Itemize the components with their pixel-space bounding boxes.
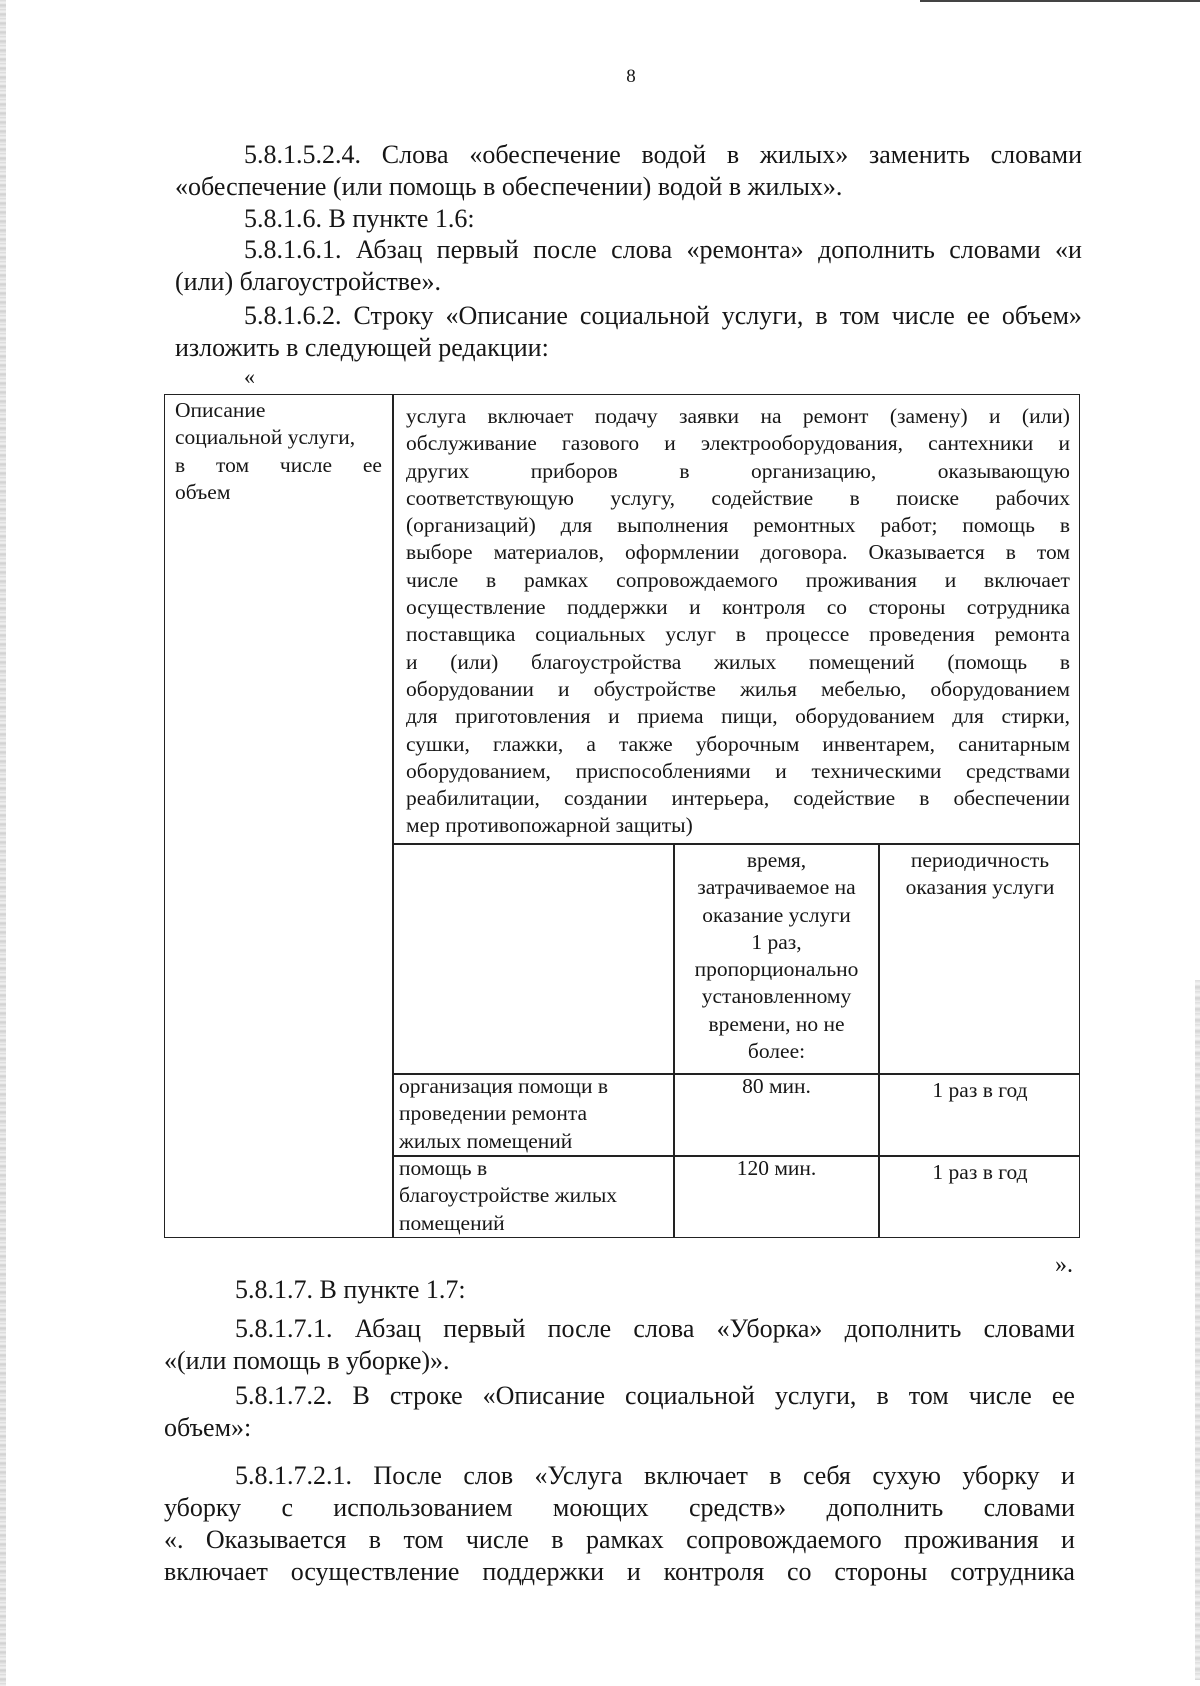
paragraph-line [244,300,1082,332]
period-cell: 1 раз в год [932,1078,1028,1102]
paragraph-line: 5.8.1.7. В пункте 1.7: [235,1275,466,1304]
word: моющих [552,1493,649,1522]
description-line: мер противопожарной защиты) [406,813,693,838]
word: словами [990,140,1082,169]
word: сушки, [406,731,470,756]
justified-line [244,139,1082,171]
word: рамках [585,1525,664,1554]
word: в [1005,540,1016,565]
service-name-line: жилых помещений [399,1128,573,1153]
word: 5.8.1.5.2.4. [244,140,361,169]
word: в [769,1461,782,1490]
justified-line [244,234,1082,266]
word: Абзац [355,235,423,264]
word: содействие [793,786,896,811]
word: ее [966,301,990,330]
word: помещений [809,649,915,674]
word: благоустройства [531,649,682,674]
word: сотрудника [950,1557,1075,1586]
time-cell: 80 мин. [742,1074,811,1098]
word: «Описание [482,1381,606,1410]
justified-line [164,1524,1075,1556]
word: стирки, [1001,704,1070,729]
word: и [626,1557,641,1586]
word: (замену) [889,404,968,428]
word: после [533,235,597,264]
word: «обеспечение [469,140,621,169]
word: работ; [880,513,938,538]
word: и [608,704,620,729]
label-line: Описание [175,398,266,422]
word: числе [465,1525,529,1554]
word: выборе [406,540,473,565]
word: услуги, [721,301,804,330]
word: «. [164,1525,184,1554]
word: поддержки [482,1557,605,1586]
word: Абзац [354,1314,422,1343]
word: включает [643,1461,748,1490]
table-divider [392,395,394,1237]
word: в [726,140,740,169]
word: соответствующую [406,485,574,510]
paragraph-line [244,139,1082,171]
word: дополнить [826,1493,944,1522]
description-line [406,594,1070,621]
description-line [406,649,1070,676]
word: числе [406,567,459,592]
word: После [373,1461,442,1490]
page-number: 8 [626,66,636,87]
word: включает [164,1557,268,1586]
word: уборочным [695,731,800,756]
word: слова [611,235,673,264]
paragraph-line [235,1313,1075,1345]
word: сотрудника [966,595,1070,620]
service-table [164,394,1080,1238]
period-cell: 1 раз в год [932,1160,1028,1184]
word: услуги, [774,1381,857,1410]
word: услугу, [610,485,675,510]
word: со [826,595,847,620]
word: а [586,731,596,756]
word: Оказывается [205,1525,347,1554]
word: первый [443,1314,526,1343]
word: водой [641,140,707,169]
paragraph-line: объем»: [164,1413,252,1442]
justified-line [244,300,1082,332]
paragraph-line [235,1460,1075,1492]
word: осуществление [406,595,546,620]
paragraph-line: (или) благоустройстве». [175,267,441,296]
header-time-line: времени, но не [708,1011,845,1036]
word: проживания [904,1525,1039,1554]
word: слова [633,1314,695,1343]
word: стороны [834,1557,928,1586]
justified-line [164,1492,1075,1524]
word: и [689,595,701,620]
description-line [406,676,1070,703]
label-line: социальной услуги, [175,425,356,450]
word: уборку [164,1493,242,1522]
word: поиске [896,485,960,510]
paragraph-line [164,1556,1075,1588]
word: том [839,301,880,330]
word: услуга [406,404,467,428]
word: приема [637,704,704,729]
label-cell [175,397,382,506]
word: контроля [663,1557,765,1586]
word: словами [983,1314,1075,1343]
word: оказывающую [937,458,1070,483]
word: реабилитации, [406,786,540,811]
word: с [281,1493,293,1522]
word: поставщика [406,622,516,647]
scan-edge-top [920,0,1200,2]
word: жилья [740,676,797,701]
word: помощь [962,513,1035,538]
word: электрооборудования, [700,431,903,456]
word: для [406,704,438,729]
word: и [989,404,1001,428]
header-time-line: время, [746,848,807,872]
word: договора. [760,540,848,565]
word: в [1059,649,1070,674]
word: оборудовании [406,676,534,701]
description-line [406,567,1070,594]
description-line [406,403,1070,430]
word: 5.8.1.7.2. [235,1381,333,1410]
word: приготовления [455,704,591,729]
word: рамках [523,567,589,592]
header-time-line: более: [747,1039,806,1064]
paragraph-line [164,1524,1075,1556]
word: поддержки [567,595,668,620]
opening-quote: « [244,364,255,389]
word: оборудованием [795,704,935,729]
word: «Описание [445,301,568,330]
paragraph-line: «(или помощь в уборке)». [164,1346,450,1375]
word: объем» [1001,301,1082,330]
word: средств» [688,1493,787,1522]
word: выполнения [617,513,729,538]
word: уборку [962,1461,1040,1490]
word: (или) [450,649,499,674]
service-name-line: помещений [399,1210,505,1235]
word: включает [487,404,574,428]
word: том [403,1525,444,1554]
label-line: объем [175,479,231,504]
header-time-line: 1 раз, [751,929,802,954]
word: контроля [722,595,806,620]
description-line [406,731,1070,758]
word: других [406,458,470,483]
word: и [1060,1461,1075,1490]
word: и [775,758,787,783]
word: том [1036,540,1070,565]
word: 5.8.1.6.2. [244,301,342,330]
word: дополнить [818,235,935,264]
word: в [485,567,497,592]
paragraph-line: 5.8.1.6. В пункте 1.6: [244,204,475,233]
word: Строку [353,301,434,330]
word: и [664,431,676,456]
word: 5.8.1.7.1. [235,1314,333,1343]
word: услуг [665,622,716,647]
paragraph-line [235,1380,1075,1412]
word: осуществление [290,1557,460,1586]
word: пищи, [721,704,778,729]
word: материалов, [493,540,605,565]
word: заявки [679,404,740,428]
word: техническими [811,758,942,783]
service-name-line: помощь в [399,1156,488,1180]
service-name-line: организация помощи в [399,1074,608,1098]
scan-edge-left [0,0,6,1686]
word: также [618,731,673,756]
word: инвентарем, [822,731,935,756]
closing-quote: ». [1055,1252,1073,1278]
word: Оказывается [868,540,985,565]
word: «ремонта» [686,235,804,264]
word: и [558,676,570,701]
word: «и [1055,235,1082,264]
word: оборудованием [930,676,1070,701]
word: газового [561,431,640,456]
word: ремонтных [753,513,856,538]
label-line [175,452,382,479]
word: в [551,1525,564,1554]
service-name-line: проведении ремонта [399,1101,588,1126]
word: и [1060,1525,1075,1554]
word: строке [389,1381,463,1410]
word: проживания [805,567,917,592]
header-time-cell [675,847,878,1065]
service-name-cell [399,1073,669,1155]
word: ремонта [994,622,1070,647]
word: в [815,301,828,330]
word: и [406,649,418,674]
word: том [216,452,250,477]
description-line [406,758,1070,785]
word: содействие [711,485,814,510]
word: В [352,1381,370,1410]
word: рабочих [995,485,1070,510]
word: приборов [530,458,618,483]
description-line [406,512,1070,539]
header-time-line: затрачиваемое на [697,875,856,900]
word: организацию, [750,458,877,483]
description-line [406,621,1070,648]
word: мебелью, [820,676,907,701]
header-time-line: оказание услуги [702,902,851,927]
word: и [1058,431,1070,456]
word: оборудованием, [406,758,551,783]
word: включает [984,567,1070,592]
word: Слова [381,140,449,169]
description-line [406,485,1070,512]
word: в [849,485,860,510]
word: ее [362,452,382,477]
word: числе [279,452,333,477]
word: социальных [535,622,646,647]
word: обслуживание [406,431,537,456]
word: дополнить [844,1314,962,1343]
word: в [876,1381,889,1410]
word: сопровождаемого [686,1525,882,1554]
word: сухую [872,1461,941,1490]
word: создании [563,786,648,811]
word: использованием [333,1493,513,1522]
word: средствами [966,758,1070,783]
word: после [547,1314,612,1343]
word: жилых [713,649,777,674]
word: со [787,1557,812,1586]
word: для [952,704,984,729]
justified-line [235,1460,1075,1492]
header-period-line: оказания услуги [905,875,1055,900]
justified-line [235,1313,1075,1345]
word: и [944,567,957,592]
paragraph-line: изложить в следующей редакции: [175,333,549,362]
header-time-line: установленному [701,984,852,1009]
word: ее [1051,1381,1075,1410]
word: в [679,458,690,483]
service-name-line: благоустройстве жилых [399,1183,618,1208]
scan-edge-right [1195,980,1200,1680]
description-line [406,539,1070,566]
word: оформлении [625,540,740,565]
word: социальной [625,1381,755,1410]
word: на [760,404,782,428]
paragraph-line [164,1492,1075,1524]
word: жилых» [759,140,849,169]
word: в [175,452,186,477]
word: 5.8.1.7.2.1. [235,1461,352,1490]
service-name-cell [399,1155,669,1237]
word: «Услуга [534,1461,623,1490]
word: социальной [579,301,710,330]
word: ремонт [802,404,869,428]
header-time-line: пропорционально [694,957,859,982]
word: числе [891,301,955,330]
word: сантехники [928,431,1034,456]
word: словами [983,1493,1075,1522]
word: обустройстве [593,676,716,701]
word: «Уборка» [716,1314,823,1343]
word: приспособлениями [575,758,751,783]
word: 5.8.1.6.1. [244,235,342,264]
word: (помощь [947,649,1028,674]
justified-line [235,1380,1075,1412]
description-line [406,430,1070,457]
word: обеспечении [953,786,1070,811]
word: в [919,786,930,811]
description-line [406,785,1070,812]
time-cell: 120 мин. [736,1156,817,1180]
header-period-cell [880,847,1080,902]
word: стороны [868,595,946,620]
paragraph-line [244,234,1082,266]
word: том [908,1381,949,1410]
word: в [735,622,746,647]
description-line [406,458,1070,485]
word: сопровождаемого [616,567,778,592]
paragraph-line: «обеспечение (или помощь в обеспечении) водой в жилых». [175,172,843,201]
word: санитарным [958,731,1070,756]
word: числе [968,1381,1032,1410]
word: проведения [869,622,975,647]
header-period-line: периодичность [910,848,1050,872]
word: глажки, [493,731,564,756]
word: (или) [1021,404,1070,428]
word: в [368,1525,382,1554]
word: (организаций) [406,513,536,538]
word: словами [949,235,1041,264]
justified-line [164,1556,1075,1588]
description-line [406,703,1070,730]
word: процессе [765,622,850,647]
word: слов [463,1461,514,1490]
description-cell [406,403,1070,840]
table-divider [392,843,1080,845]
word: интерьера, [671,786,770,811]
word: в [1059,513,1070,538]
word: первый [436,235,519,264]
word: для [560,513,593,538]
word: себя [802,1461,851,1490]
word: подачу [594,404,658,428]
word: заменить [869,140,970,169]
